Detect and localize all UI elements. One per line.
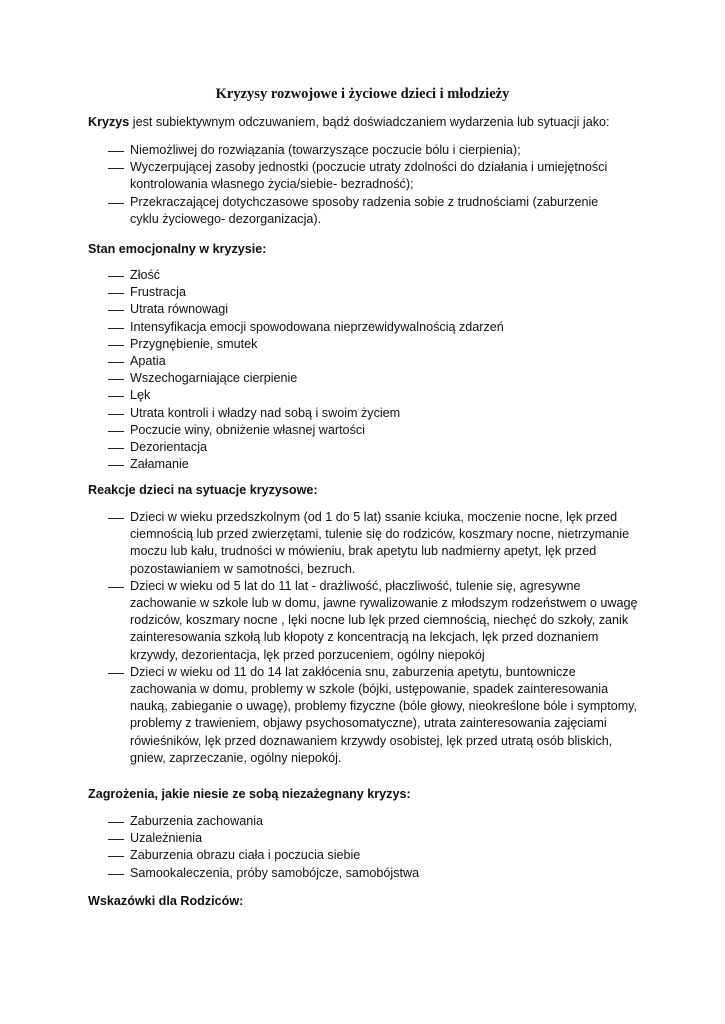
list-item [108,336,628,353]
intro-paragraph [88,114,648,132]
list-item [108,830,628,847]
list-item [108,813,628,830]
list-item-text: Samookaleczenia, próby samobójcze, samobójstwa [130,865,420,880]
list-item [108,142,628,159]
list-item [108,456,628,473]
list-item [108,159,628,193]
list-item [108,370,628,387]
emotions-list [108,267,628,473]
list-item-text: Utrata równowagi [130,302,228,317]
intro-text: jest subiektywnym odczuwaniem, bądź doświadczaniem wydarzenia lub sytuacji jako: [129,115,610,129]
list-item-text: Apatia [130,354,166,369]
list-item-text: Dzieci w wieku od 11 do 14 lat zakłócenia snu, zaburzenia apetytu, buntownicze zachowania w domu, problemy w szkole (bójki, ustępowanie, spadek zainteresowania nauką, zabieganie o uwagę), problemy fizyczne (bóle głowy, nieokreślone bóle i symptomy, problemy z trawieniem, objawy psychosomatyczne), utrata zainteresowania zajęciami rówieśników, lęk przed doznawaniem krzywdy osobistej, lęk przed utratą osób bliskich, gniew, zaprzeczanie, ogólny niepokój. [130,664,638,765]
list-item [108,422,628,439]
list-item-text: Przekraczającej dotychczasowe sposoby radzenia sobie z trudnościami (zaburzenie cyklu życiowego- dezorganizacja). [130,194,599,226]
list-item [108,194,628,228]
list-item-text: Załamanie [130,457,189,472]
list-item-text: Frustracja [130,285,186,300]
list-item-text: Dzieci w wieku od 5 lat do 11 lat - drażliwość, płaczliwość, tulenie się, agresywne zachowanie w szkole lub w domu, jawne rywalizowanie z młodszym rodzeństwem o uwagę rodziców, koszmary nocne , lęki nocne lub lęk przed ciemnością, niechęć do szkoły, zanik zainteresowania szkołą lub kłopoty z koncentracją na lekcjach, lęk przed doznaniem krzywdy, dezorientacja, lęk przed porzuceniem, ogólny niepokój [130,578,638,662]
list-item-text: Zaburzenia zachowania [130,814,264,828]
list-item [108,284,628,301]
list-item-text: Uzależnienia [130,831,203,846]
section-heading-threats: Zagrożenia, jakie niesie ze sobą niezażegnany kryzys: [88,787,411,801]
list-item [108,301,628,318]
list-item [108,509,644,578]
list-item-text: Dezorientacja [130,440,208,455]
list-item-text: Wyczerpującej zasoby jednostki (poczucie utraty zdolności do działania i umiejętności kontrolowania własnego życia/siebie- bezradność); [130,160,608,192]
list-item-text: Przygnębienie, smutek [130,336,258,351]
section-heading-reactions: Reakcje dzieci na sytuacje kryzysowe: [88,483,318,497]
list-item-text: Utrata kontroli i władzy nad sobą i swoim życiem [130,405,401,420]
list-item [108,578,644,664]
list-item-text: Złość [130,268,161,282]
section-heading-parents: Wskazówki dla Rodziców: [88,894,244,908]
list-item-text: Wszechogarniające cierpienie [130,371,298,386]
section-heading-emotions: Stan emocjonalny w kryzysie: [88,242,267,256]
threats-list [108,813,628,882]
list-item [108,865,628,882]
list-item [108,319,628,336]
list-item [108,267,628,284]
definition-list [108,142,628,228]
list-item-text: Lęk [130,388,151,403]
list-item-text: Zaburzenia obrazu ciała i poczucia siebie [130,848,361,863]
list-item [108,353,628,370]
list-item [108,664,644,767]
reactions-list [108,509,644,767]
list-item-text: Intensyfikacja emocji spowodowana nieprzewidywalnością zdarzeń [130,319,504,334]
list-item [108,387,628,404]
document-title: Kryzysy rozwojowe i życiowe dzieci i młodzieży [215,86,510,102]
list-item-text: Poczucie winy, obniżenie własnej wartości [130,422,365,437]
list-item-text: Niemożliwej do rozwiązania (towarzyszące poczucie bólu i cierpienia); [130,143,521,157]
list-item [108,847,628,864]
intro-keyword: Kryzys [88,115,130,129]
list-item [108,439,628,456]
list-item-text: Dzieci w wieku przedszkolnym (od 1 do 5 lat) ssanie kciuka, moczenie nocne, lęk przed ciemnością lub przed zwierzętami, tulenie się do rodziców, koszmary nocne, nietrzymanie moczu lub kału, trudności w mówieniu, brak apetytu lub nadmierny apetyt, lęk przed pozostawianiem w samotności, bezruch. [130,510,630,576]
list-item [108,405,628,422]
